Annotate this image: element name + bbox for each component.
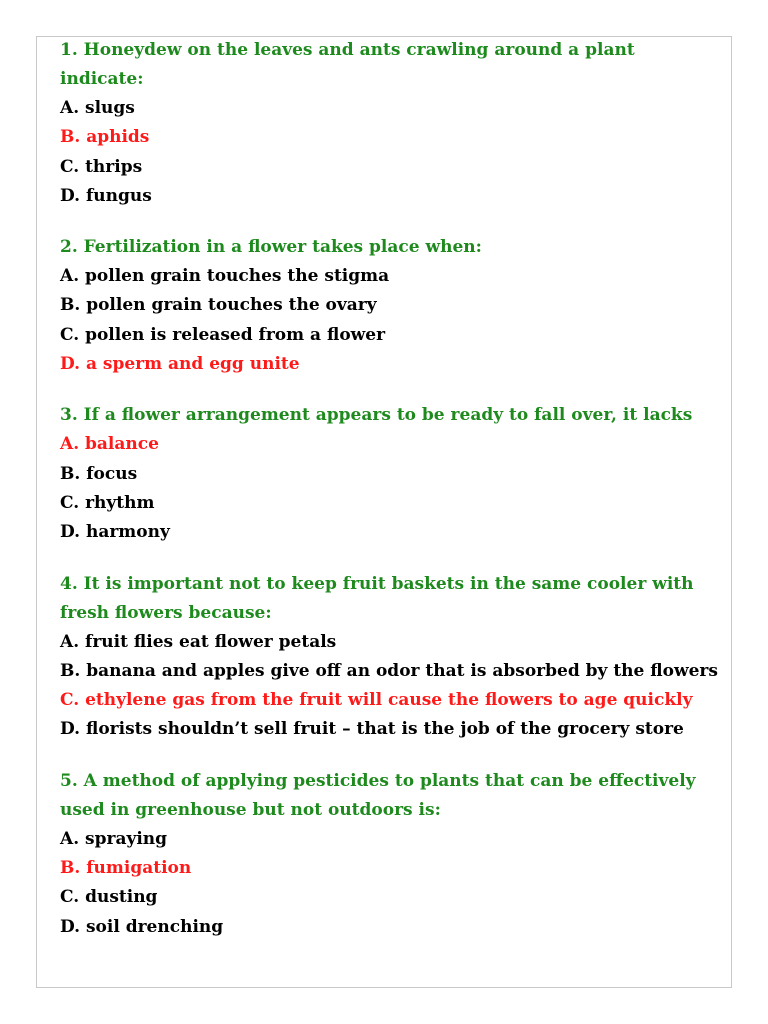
answer-option: D. harmony	[60, 522, 170, 543]
question-text: 3. If a flower arrangement appears to be ready to fall over, it lacks	[60, 405, 693, 426]
answer-option: D. florists shouldn’t sell fruit – that is the job of the grocery store	[60, 719, 684, 740]
answer-option: A. fruit flies eat flower petals	[60, 631, 337, 652]
answer-option: C. thrips	[60, 156, 143, 177]
answer-option: A. pollen grain touches the stigma	[60, 266, 390, 287]
quiz-content	[60, 36, 720, 964]
correct-answer-option: C. ethylene gas from the fruit will cause the flowers to age quickly	[60, 690, 693, 711]
answer-option: A. slugs	[60, 98, 135, 118]
question-text: 5. A method of applying pesticides to plants that can be effectively used in greenhouse but not outdoors is:	[60, 770, 696, 820]
question-block-1	[60, 36, 720, 211]
correct-answer-option: B. aphids	[60, 127, 150, 148]
question-block-3	[60, 401, 720, 547]
question-block-2	[60, 233, 720, 379]
question-block-4	[60, 570, 720, 745]
answer-option: C. dusting	[60, 887, 158, 908]
answer-option: D. fungus	[60, 185, 152, 206]
question-text: 2. Fertilization in a flower takes place when:	[60, 237, 482, 258]
question-block-5	[60, 767, 720, 942]
answer-option: B. pollen grain touches the ovary	[60, 295, 377, 316]
correct-answer-option: B. fumigation	[60, 858, 192, 879]
answer-option: C. rhythm	[60, 492, 155, 513]
answer-option: C. pollen is released from a flower	[60, 324, 386, 345]
question-text: 1. Honeydew on the leaves and ants crawling around a plant indicate:	[60, 40, 635, 89]
answer-option: B. banana and apples give off an odor that is absorbed by the flowers	[60, 660, 718, 681]
correct-answer-option: A. balance	[60, 434, 159, 455]
answer-option: A. spraying	[60, 828, 168, 849]
question-text: 4. It is important not to keep fruit baskets in the same cooler with fresh flowers because:	[60, 573, 694, 623]
answer-option: B. focus	[60, 463, 138, 484]
correct-answer-option: D. a sperm and egg unite	[60, 354, 300, 375]
answer-option: D. soil drenching	[60, 916, 224, 937]
